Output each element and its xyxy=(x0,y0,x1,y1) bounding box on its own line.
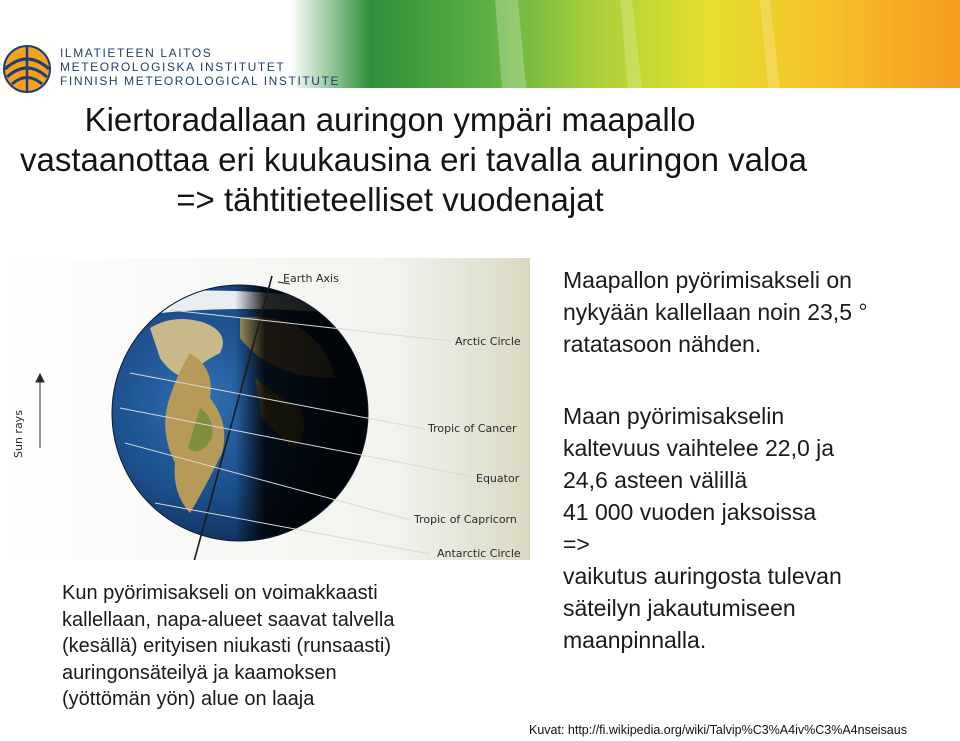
label-antarctic-circle: Antarctic Circle xyxy=(437,547,521,560)
label-sun-rays: Sun rays xyxy=(12,410,25,458)
label-tropic-of-capricorn: Tropic of Capricorn xyxy=(414,513,517,526)
paragraph-line: Maan pyörimisakselin xyxy=(563,403,785,429)
logo-text-line-3: FINNISH METEOROLOGICAL INSTITUTE xyxy=(60,74,341,88)
paragraph-line: säteilyn jakautumiseen xyxy=(563,595,796,621)
caption-line: kallellaan, napa-alueet saavat talvella xyxy=(62,608,395,631)
label-tropic-of-cancer: Tropic of Cancer xyxy=(428,422,517,435)
paragraph-line: 24,6 asteen välillä xyxy=(563,467,748,493)
paragraph-line: => xyxy=(563,531,590,557)
paragraph-line: nykyään kallellaan noin 23,5 ° xyxy=(563,299,868,325)
paragraph-line: kaltevuus vaihtelee 22,0 ja xyxy=(563,435,835,461)
paragraph-line: Maapallon pyörimisakseli on xyxy=(563,267,852,293)
logo-text-line-1: ILMATIETEEN LAITOS xyxy=(60,46,213,60)
paragraph-line: vaikutus auringosta tulevan xyxy=(563,563,842,589)
label-earth-axis: Earth Axis xyxy=(283,272,339,285)
slide-title xyxy=(20,100,808,220)
title-line: => tähtitieteelliset vuodenajat xyxy=(176,181,604,218)
image-source-credit: Kuvat: http://fi.wikipedia.org/wiki/Talvip%C3%A4iv%C3%A4nseisaus xyxy=(529,723,907,737)
fmi-logo-icon xyxy=(2,44,52,94)
paragraph-line: ratatasoon nähden. xyxy=(563,331,762,357)
paragraph-line: 41 000 vuoden jaksoissa xyxy=(563,499,817,525)
figure-caption xyxy=(62,580,522,713)
caption-line: Kun pyörimisakseli on voimakkaasti xyxy=(62,582,378,604)
tilt-variation-paragraph xyxy=(563,400,842,656)
label-equator: Equator xyxy=(476,472,520,485)
caption-line: auringonsäteilyä ja kaamoksen xyxy=(62,661,337,684)
paragraph-line: maanpinnalla. xyxy=(563,627,707,653)
caption-line: (kesällä) erityisen niukasti (runsaasti) xyxy=(62,635,392,657)
earth-tilt-diagram xyxy=(0,258,530,560)
title-line: vastaanottaa eri kuukausina eri tavalla auringon valoa xyxy=(20,141,808,178)
header-color-stripe xyxy=(290,0,960,88)
logo-text-line-2: METEOROLOGISKA INSTITUTET xyxy=(60,60,286,74)
caption-line: (yöttömän yön) alue on laaja xyxy=(62,688,315,710)
label-arctic-circle: Arctic Circle xyxy=(455,335,521,348)
title-line: Kiertoradallaan auringon ympäri maapallo xyxy=(84,101,696,138)
axis-tilt-paragraph xyxy=(563,264,868,360)
